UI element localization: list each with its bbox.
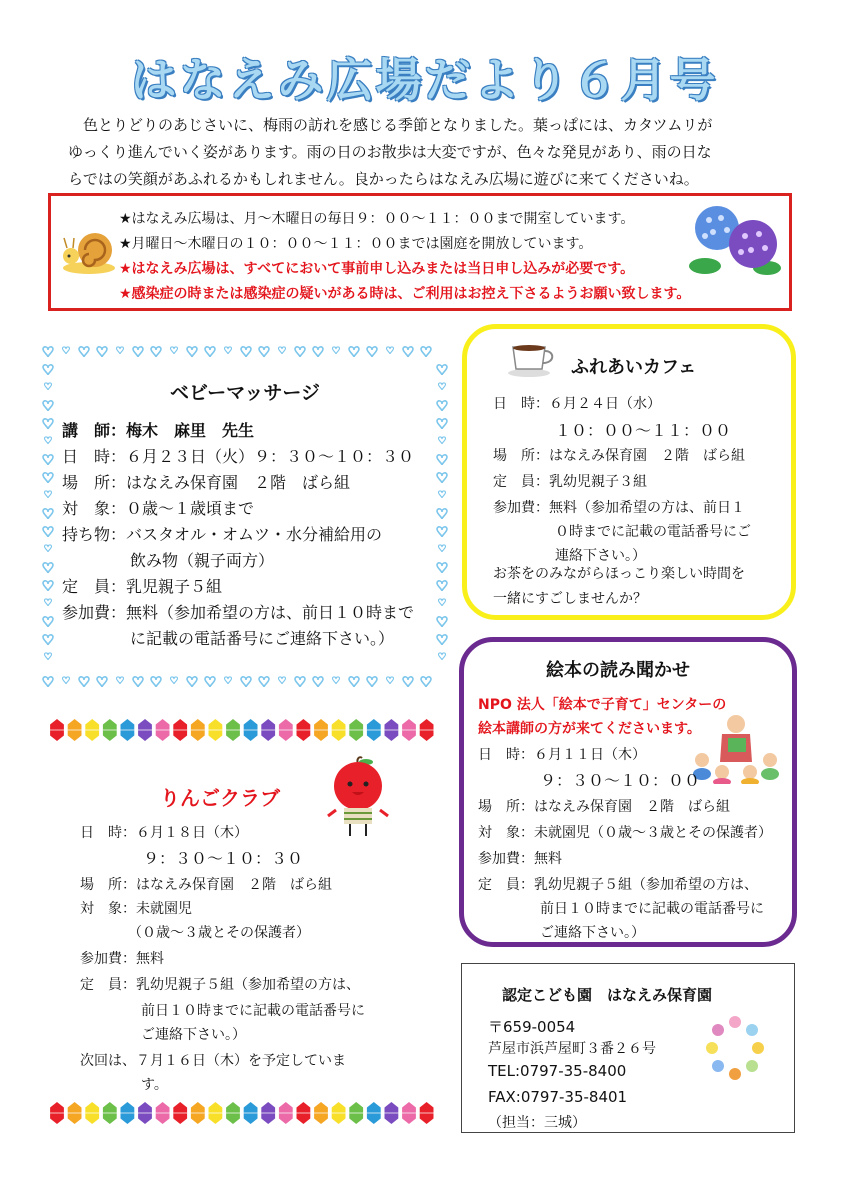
contact-box [461,963,795,1133]
heart-decoration [421,347,431,357]
heart-decoration [43,677,53,687]
intro-text [68,112,788,193]
heart-decoration [43,635,53,645]
heart-decoration [79,677,89,687]
hexagon-divider-top [48,717,436,743]
heart-decoration [349,347,359,357]
heart-decoration [43,455,53,465]
tel: TEL:0797-35-8400 [488,1062,627,1080]
ringo-next: 次回は、７月１６日（木）を予定していま [80,1053,346,1069]
ringo-fee: 参加費：無料 [80,951,164,967]
ehon-time: ９：３０〜１０：００ [540,771,701,790]
ringo-time: ９：３０〜１０：３０ [143,849,304,868]
heart-decoration [439,491,446,498]
intro-line: らではの笑顔があふれるかもしれません。良かったらはなえみ広場に遊びに来てくださいね。 [68,170,699,188]
heart-decoration [97,677,107,687]
snail-icon [61,226,117,276]
heart-decoration [259,347,269,357]
ehon-capacity: 定 員：乳幼児親子５組（参加希望の方は、 [478,877,758,893]
heart-decoration [259,677,269,687]
heart-decoration [63,347,70,354]
school-name: 認定こども園 はなえみ保育園 [502,986,713,1004]
cafe-title: ふれあいカフェ [571,357,697,378]
heart-decoration [43,419,53,429]
ringo-place: 場 所：はなえみ保育園 ２階 ばら組 [80,877,332,893]
notice-line: ★月曜日〜木曜日の１０：００〜１１：００までは園庭を開放しています。 [119,236,593,252]
heart-decoration [333,677,340,684]
cafe-date: 日 時：６月２４日（水） [493,396,661,412]
ehon-box [459,637,797,947]
ehon-place: 場 所：はなえみ保育園 ２階 ばら組 [478,799,730,815]
heart-decoration [437,509,447,519]
heart-decoration [171,347,178,354]
cafe-note: 一緒にすごしませんか？ [493,591,647,607]
bm-items: 持ち物：バスタオル・オムツ・水分補給用の [62,525,383,544]
heart-decoration [45,599,52,606]
coffee-cup-icon [507,337,557,377]
ehon-capacity-cont: ご連絡下さい。） [540,925,645,941]
notice-line: ★はなえみ広場は、月〜木曜日の毎日９：００〜１１：００まで開室しています。 [119,211,635,227]
heart-decoration [313,677,323,687]
ehon-target: 対 象：未就園児（０歳〜３歳とその保護者） [478,825,772,841]
notice-box [48,193,792,311]
heart-decoration [437,527,447,537]
heart-decoration [43,617,53,627]
heart-decoration [403,677,413,687]
heart-decoration [45,491,52,498]
ringo-club-title: りんごクラブ [160,786,280,810]
heart-decoration [437,635,447,645]
heart-decoration [437,563,447,573]
heart-decoration [295,677,305,687]
ringo-capacity: 定 員：乳幼児親子５組（参加希望の方は、 [80,977,360,993]
heart-decoration [367,347,377,357]
heart-decoration [151,677,161,687]
heart-decoration [279,347,286,354]
heart-decoration [403,347,413,357]
heart-decoration [45,437,52,444]
heart-decoration [43,473,53,483]
hydrangea-icon [685,200,785,278]
heart-decoration [133,347,143,357]
heart-decoration [421,677,431,687]
contact-person: （担当：三城） [488,1115,586,1131]
ringo-next-cont: す。 [141,1077,168,1093]
ehon-announcement: 絵本講師の方が来てくださいます。 [478,721,701,737]
ehon-capacity-cont: 前日１０時までに記載の電話番号に [540,901,764,917]
bm-capacity: 定 員：乳児親子５組 [62,577,223,596]
intro-line: ゆっくり進んでいく姿があります。雨の日のお散歩は大変ですが、色々な発見があり、雨の日な [68,143,712,161]
address: 芦屋市浜芦屋町３番２６号 [488,1041,656,1057]
cafe-fee: 参加費：無料（参加希望の方は、前日１ [493,500,745,516]
cafe-capacity: 定 員：乳幼児親子３組 [493,474,647,490]
heart-decoration [439,437,446,444]
newsletter-title: はなえみ広場だより６月号 [130,53,719,107]
heart-decoration [387,677,394,684]
heart-decoration [387,347,394,354]
heart-decoration [63,677,70,684]
heart-decoration [437,617,447,627]
bm-fee: 参加費：無料（参加希望の方は、前日１０時まで [62,603,415,622]
heart-decoration [43,365,53,375]
heart-decoration [313,347,323,357]
heart-decoration [437,581,447,591]
heart-decoration [279,677,286,684]
heart-decoration [437,365,447,375]
heart-decoration [241,347,251,357]
intro-line: 色とりどりのあじさいに、梅雨の訪れを感じる季節となりました。葉っぱには、カタツムリが [83,116,713,134]
ehon-fee: 参加費：無料 [478,851,562,867]
heart-decoration [437,473,447,483]
heart-decoration [171,677,178,684]
heart-decoration [437,455,447,465]
heart-decoration [133,677,143,687]
ehon-title: 絵本の読み聞かせ [546,660,690,681]
fax: FAX:0797-35-8401 [488,1088,628,1106]
baby-massage-title: ベビーマッサージ [169,382,321,404]
bm-fee-cont: に記載の電話番号にご連絡下さい。） [130,629,395,648]
heart-decoration [205,677,215,687]
heart-decoration [117,347,124,354]
heart-decoration [43,527,53,537]
heart-decoration [43,563,53,573]
ringo-target: 対 象：未就園児 [80,901,192,917]
bm-place: 場 所：はなえみ保育園 ２階 ばら組 [62,473,351,492]
ehon-announcement: NPO 法人「絵本で子育て」センターの [478,697,727,713]
ehon-date: 日 時：６月１１日（木） [478,747,646,763]
heart-decoration [367,677,377,687]
ringo-target-cont: （０歳〜３歳とその保護者） [128,925,310,941]
cafe-note: お茶をのみながらほっこり楽しい時間を [493,566,745,582]
bm-target: 対 象：０歳〜１歳頃まで [62,499,255,518]
cafe-time: １０：００〜１１：００ [555,421,732,440]
heart-decoration [45,653,52,660]
ringo-capacity-cont: ご連絡下さい。） [141,1027,246,1043]
heart-decoration [241,677,251,687]
cafe-place: 場 所：はなえみ保育園 ２階 ばら組 [493,448,745,464]
heart-decoration [225,677,232,684]
heart-decoration [151,347,161,357]
heart-decoration [333,347,340,354]
flower-wreath-icon [702,1012,768,1086]
heart-decoration [43,581,53,591]
zip-code: 〒659-0054 [488,1018,576,1036]
heart-decoration [439,653,446,660]
heart-decoration [97,347,107,357]
ringo-capacity-cont: 前日１０時までに記載の電話番号に [141,1003,365,1019]
heart-decoration [295,347,305,357]
cafe-box [462,324,796,620]
heart-decoration [43,347,53,357]
heart-decoration [187,347,197,357]
heart-decoration [43,509,53,519]
heart-decoration [225,347,232,354]
bm-date: 日 時：６月２３日（火）９：３０〜１０：３０ [62,447,415,466]
heart-decoration [349,677,359,687]
heart-decoration [439,545,446,552]
bm-lecturer: 講 師：梅木 麻里 先生 [62,421,255,440]
heart-decoration [117,677,124,684]
notice-line-important: ★はなえみ広場は、すべてにおいて事前申し込みまたは当日申し込みが必要です。 [119,261,635,277]
heart-decoration [439,599,446,606]
storytelling-illustration [686,712,786,784]
hexagon-divider-bottom [48,1100,436,1126]
notice-line-important: ★感染症の時または感染症の疑いがある時は、ご利用はお控え下さるようお願い致します。 [119,286,691,302]
heart-decoration [45,545,52,552]
apple-character-icon [326,756,390,840]
bm-items-cont: 飲み物（親子両方） [130,551,275,570]
cafe-fee-cont: 連絡下さい。） [555,548,646,564]
heart-decoration [187,677,197,687]
heart-decoration [437,419,447,429]
heart-decoration [79,347,89,357]
heart-decoration [205,347,215,357]
cafe-fee-cont: ０時までに記載の電話番号にご [555,524,751,540]
ringo-date: 日 時：６月１８日（木） [80,825,248,841]
